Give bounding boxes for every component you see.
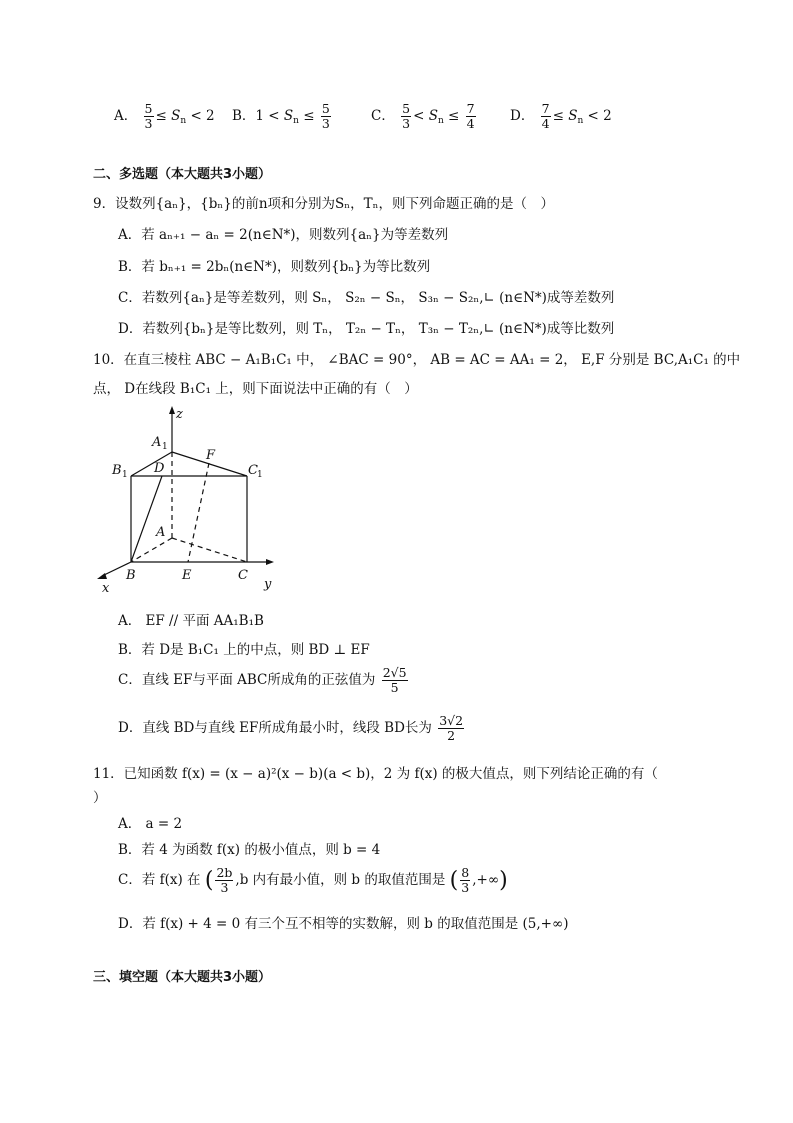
q8-option-c: C． $\frac{5}{3}$ < $S_n$ ≤ $\frac{7}{4}$ bbox=[371, 101, 475, 131]
q10-option-c: C．直线 EF与平面 ABC所成角的正弦值为 $\frac{2√5}{5}$ bbox=[118, 665, 407, 695]
q11-option-d: D．若 f(x) + 4 = 0 有三个互不相等的实数解，则 b 的取值范围是 (5,+∞) bbox=[118, 916, 569, 932]
label-z: z bbox=[176, 407, 183, 422]
q10-option-d: D．直线 BD与直线 EF所成角最小时，线段 BD长为 $\frac{3√2}{2}$ bbox=[118, 713, 464, 743]
y-axis-arrow bbox=[266, 559, 274, 565]
section-heading-fill-in: 三、填空题（本大题共3小题） bbox=[93, 970, 272, 985]
label-d: D bbox=[154, 461, 165, 476]
q11-option-c: C．若 f(x) 在 ( $\frac{2b}{3}$ ,b 内有最小值，则 b 的取值范围是 ( $\frac{8}{3}$ ,+∞) bbox=[118, 865, 508, 895]
q9-option-a: A．若 aₙ₊₁ − aₙ = 2(n∈N*)，则数列{aₙ}为等差数列 bbox=[118, 227, 449, 243]
label-a: A bbox=[156, 525, 166, 540]
segment-bd bbox=[131, 476, 162, 562]
edge-b1-a1 bbox=[131, 452, 172, 476]
label-b1-sub: 1 bbox=[122, 470, 128, 480]
q9-option-c: C．若数列{aₙ}是等差数列，则 Sₙ， S₂ₙ − Sₙ， S₃ₙ − S₂ₙ,∟ (n∈N*)成等差数列 bbox=[118, 290, 615, 306]
label-c1: C bbox=[248, 463, 258, 478]
label-a1: A bbox=[152, 435, 162, 450]
segment-ef bbox=[188, 463, 209, 562]
prism-figure bbox=[88, 402, 288, 594]
label-a1-sub: 1 bbox=[162, 442, 168, 452]
q11-option-b: B．若 4 为函数 f(x) 的极小值点，则 b = 4 bbox=[118, 842, 381, 858]
label-c1-sub: 1 bbox=[257, 470, 263, 480]
q11-stem-line1: 11．已知函数 f(x) = (x − a)²(x − b)(a < b)，2 为 f(x) 的极大值点，则下列结论正确的有（ bbox=[93, 766, 658, 782]
q11-option-a: A． a = 2 bbox=[118, 816, 183, 832]
q10-stem-line1: 10．在直三棱柱 ABC − A₁B₁C₁ 中， ∠BAC = 90°， AB = AC = AA₁ = 2， E,F 分别是 BC,A₁C₁ 的中 bbox=[93, 352, 741, 368]
q9-option-b: B．若 bₙ₊₁ = 2bₙ(n∈N*)，则数列{bₙ}为等比数列 bbox=[118, 259, 431, 275]
q10-option-a: A． EF // 平面 AA₁B₁B bbox=[118, 613, 264, 629]
label-b1: B bbox=[112, 463, 122, 478]
q10-option-b: B．若 D是 B₁C₁ 上的中点，则 BD ⊥ EF bbox=[118, 642, 370, 658]
label-y: y bbox=[264, 577, 272, 592]
label-c: C bbox=[238, 568, 248, 583]
label-f: F bbox=[206, 448, 216, 463]
q11-stem-line2: ） bbox=[93, 790, 107, 806]
label-x: x bbox=[102, 581, 110, 594]
z-axis-arrow bbox=[169, 406, 175, 414]
q8-option-d: D． $\frac{7}{4}$ ≤ $S_n < 2$ bbox=[510, 101, 612, 131]
section-heading-multiple-choice: 二、多选题（本大题共3小题） bbox=[93, 167, 272, 182]
q9-stem: 9．设数列{aₙ}，{bₙ}的前n项和分别为Sₙ，Tₙ，则下列命题正确的是（ ） bbox=[93, 196, 554, 212]
q8-option-b: B．$1 < S_n$ ≤ $\frac{5}{3}$ bbox=[232, 101, 330, 131]
edge-a-b bbox=[131, 538, 172, 562]
q8-option-a: A． $\frac{5}{3}$ ≤ $S_n < 2$ bbox=[114, 101, 215, 131]
label-b: B bbox=[126, 568, 136, 583]
q9-option-d: D．若数列{bₙ}是等比数列，则 Tₙ， T₂ₙ − Tₙ， T₃ₙ − T₂ₙ,∟ (n∈N*)成等比数列 bbox=[118, 321, 615, 337]
edge-a-c bbox=[172, 538, 247, 562]
q10-stem-line2: 点， D在线段 B₁C₁ 上，则下面说法中正确的有（ ） bbox=[93, 381, 418, 397]
label-e: E bbox=[182, 568, 192, 583]
